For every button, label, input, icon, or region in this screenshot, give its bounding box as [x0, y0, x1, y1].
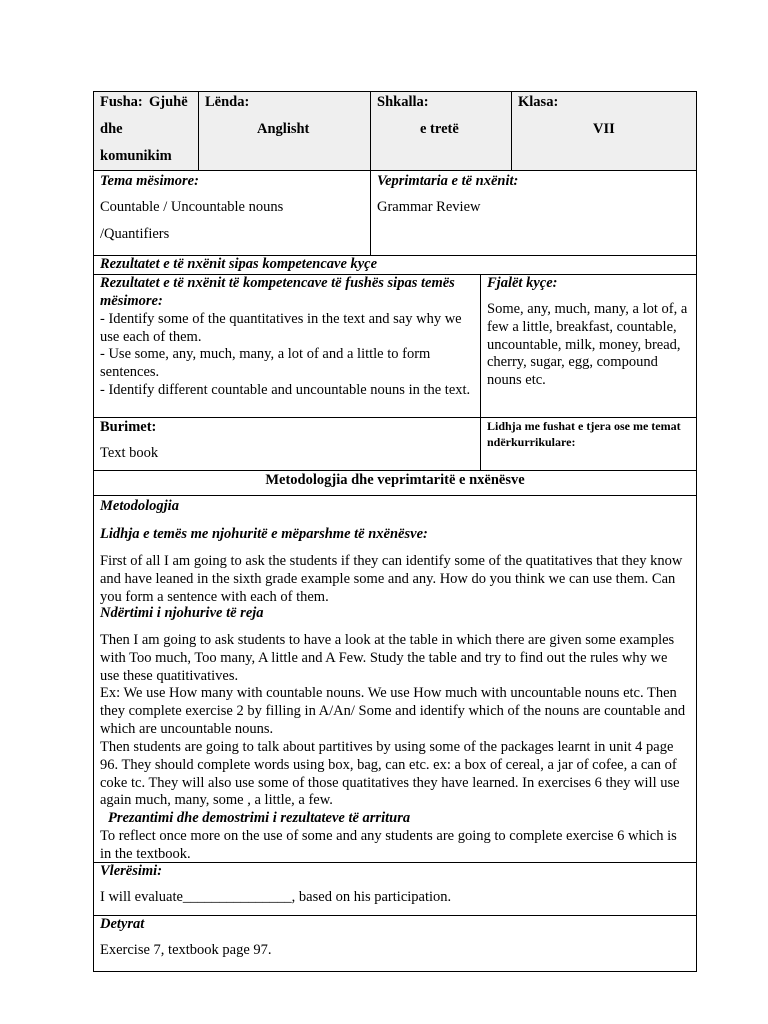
detyrat-row: [93, 916, 697, 972]
lidhja-label: Lidhja me fushat e tjera ose me temat ndërkurrikulare:: [487, 419, 681, 449]
ndertimi-label: Ndërtimi i njohurive të reja: [100, 605, 264, 621]
detyrat-label: Detyrat: [100, 916, 145, 932]
vleresimi-row: [93, 863, 697, 916]
lenda-label: Lënda:: [205, 94, 250, 110]
lesson-plan-table: [93, 91, 697, 972]
partitives-text: Then students are going to talk about partitives by using some of the packages learnt in unit 4 page 96. They should complete words using box, bag, can etc. ex: a box of cereal, a jar of cofee, a can of coke tc. They will also use some of those quatitatives they have learned. In exercises 6 they will use again much, many, some , a little, a few.: [100, 739, 680, 809]
rezultatet-kyce-label: Rezultatet e të nxënit sipas kompetencave kyçe: [100, 256, 378, 272]
lidhja-temes-text: First of all I am going to ask the students if they can identify some of the quatitatives that they know and have leaned in the sixth grade example some and any. How do you think we can use them. Can you form a sentence with each of them.: [100, 553, 683, 605]
fusha-value: Gjuhë: [149, 94, 188, 110]
metodologjia-label: Metodologjia: [100, 498, 179, 514]
prezantimi-text: To reflect once more on the use of some and any students are going to complete exercise 6 which is in the textbook.: [100, 828, 677, 862]
tema-cell: [94, 171, 370, 255]
rezultatet-item: - Use some, any, much, many, a lot of and a little to form sentences.: [100, 346, 431, 380]
fjalet-cell: [480, 275, 698, 417]
fjalet-text: Some, any, much, many, a lot of, a few a little, breakfast, countable, uncountable, milk, money, bread, cherry, sugar, egg, compound nouns etc.: [487, 301, 688, 389]
rezultatet-item: - Identify different countable and uncountable nouns in the text.: [100, 382, 471, 398]
shkalla-cell: [370, 92, 511, 170]
veprimtaria-value: Grammar Review: [377, 199, 481, 215]
rezultatet-fushes-label: Rezultatet e të nxënit të kompetencave të fushës sipas temës mësimore:: [100, 275, 455, 309]
klasa-cell: [511, 92, 698, 170]
fjalet-label: Fjalët kyçe:: [487, 275, 558, 291]
prezantimi-label: Prezantimi dhe demostrimi i rezultateve të arritura: [108, 810, 411, 826]
fusha-value: dhe: [100, 121, 123, 137]
tema-value: Countable / Uncountable nouns: [100, 199, 284, 215]
fusha-label: Fusha:: [100, 94, 143, 110]
rezultatet-item: - Identify some of the quantitatives in the text and say why we use each of them.: [100, 311, 462, 345]
topic-row: [93, 171, 697, 256]
example-text: Ex: We use How many with countable nouns. We use How much with uncountable nouns etc. Then they complete exercise 2 by filling in A/An/ Some and identify which of the nouns are countable and which are uncountable nouns.: [100, 685, 686, 737]
tema-value: /Quantifiers: [100, 226, 170, 242]
fusha-cell: [94, 92, 198, 170]
metodologjia-title: Metodologjia dhe veprimtaritë e nxënësve: [265, 472, 525, 488]
veprimtaria-cell: [370, 171, 698, 255]
fusha-value: komunikim: [100, 148, 172, 164]
burimet-row: [93, 418, 697, 471]
metodologjia-row: [93, 496, 697, 863]
detyrat-text: Exercise 7, textbook page 97.: [100, 942, 272, 958]
lenda-value: Anglisht: [257, 121, 310, 137]
rezultatet-kyce-row: [93, 256, 697, 275]
metodologjia-title-row: [93, 471, 697, 496]
veprimtaria-label: Veprimtaria e të nxënit:: [377, 173, 519, 189]
tema-label: Tema mësimore:: [100, 173, 199, 189]
klasa-value: VII: [593, 121, 615, 137]
lenda-cell: [198, 92, 370, 170]
burimet-label: Burimet:: [100, 419, 157, 435]
shkalla-value: e tretë: [420, 121, 459, 137]
rezultatet-row: [93, 275, 697, 418]
lidhja-cell: [480, 418, 698, 470]
rezultatet-fushes-cell: [94, 275, 480, 417]
vleresimi-label: Vlerësimi:: [100, 863, 163, 879]
header-row: [93, 91, 697, 171]
lidhja-temes-label: Lidhja e temës me njohuritë e mëparshme të nxënësve:: [100, 526, 428, 542]
shkalla-label: Shkalla:: [377, 94, 429, 110]
klasa-label: Klasa:: [518, 94, 559, 110]
burimet-cell: [94, 418, 480, 470]
burimet-value: Text book: [100, 445, 159, 461]
ndertimi-text: Then I am going to ask students to have a look at the table in which there are given some examples with Too much, Too many, A little and A Few. Study the table and try to find out the rules why we use these quatitivatives.: [100, 632, 675, 684]
vleresimi-text: I will evaluate_______________, based on his participation.: [100, 889, 452, 905]
